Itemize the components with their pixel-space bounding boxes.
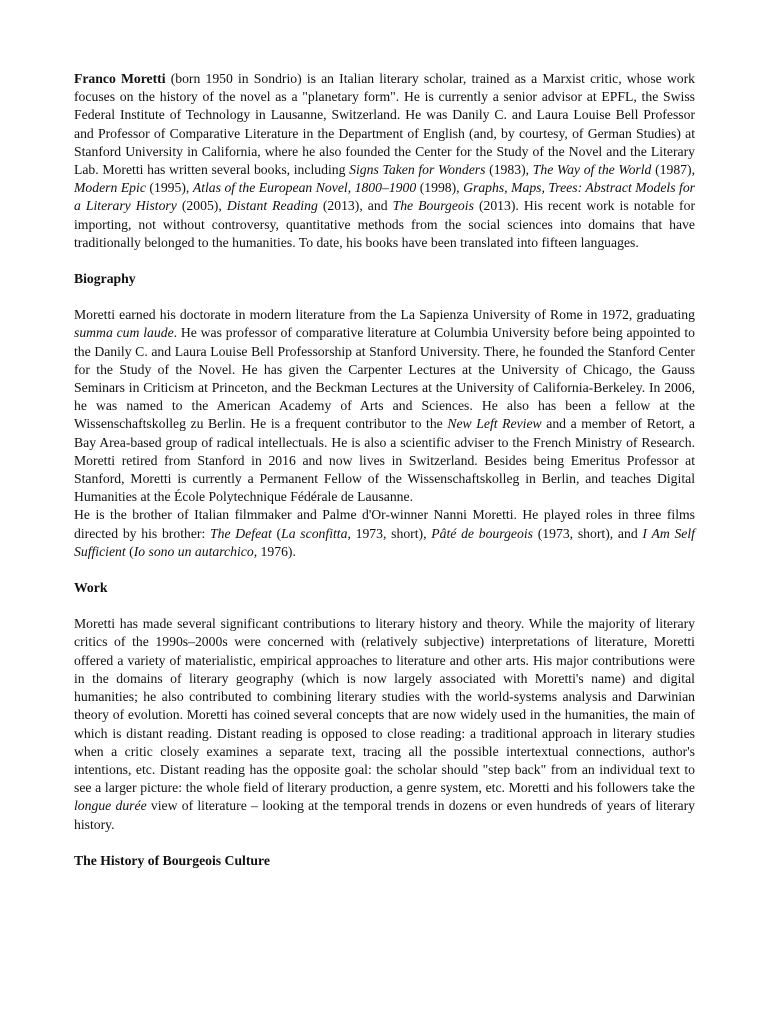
- book-title: Atlas of the European Novel, 1800–1900: [192, 180, 417, 196]
- film-title: The Defeat: [210, 525, 272, 541]
- film-title: Io sono un autarchico: [133, 543, 254, 559]
- book-title: Signs Taken for Wonders: [349, 162, 486, 178]
- term-text: longue durée: [74, 798, 147, 814]
- book-title: Graphs, Maps, Trees: Abstract Models for a Literary History: [74, 180, 696, 214]
- book-title: The Way of the World: [532, 162, 652, 178]
- book-title: The Bourgeois: [392, 198, 474, 214]
- subject-name: Franco Moretti: [74, 71, 166, 86]
- journal-title: New Left Review: [447, 416, 542, 432]
- biography-paragraph: Moretti earned his doctorate in modern literature from the La Sapienza University of Rome in 1972, graduating summa cum laude. He was professor of comparative literature at Columbia University before being appointed to the Danily C. and Laura Louise Bell Professorship at Stanford University. There, he founded the Stanford Center for the Study of the Novel. He has given the Carpenter Lectures at the University of Chicago, the Gauss Seminars in Criticism at Princeton, and the Beckman Lectures at the University of California-Berkeley. In 2006, he was named to the American Academy of Arts and Sciences. He also has been a fellow at the Wissenschaftskolleg zu Berlin. He is a frequent contributor to the New Left Review and a member of Retort, a Bay Area-based group of radical intellectuals. He is also a scientific adviser to the French Ministry of Research. Moretti retired from Stanford in 2016 and now lives in Switzerland. Besides being Emeritus Professor at Stanford, Moretti is currently a Permanent Fellow of the Wissenschaftskolleg in Berlin, and teaches Digital Humanities at the École Polytechnique Fédérale de Lausanne.: [74, 307, 695, 505]
- film-title: La sconfitta: [281, 525, 348, 541]
- section-heading-bourgeois-culture: The History of Bourgeois Culture: [74, 852, 270, 868]
- work-paragraph: Moretti has made several significant contributions to literary history and theory. While the majority of literary critics of the 1990s–2000s were concerned with (relatively subjective) interpretations of literature, Moretti offered a variety of materialistic, empirical approaches to literature and other arts. His major contributions were in the domains of literary geography (which is now largely associated with Moretti's name) and digital humanities; he also contributed to combining literary studies with the world-systems analysis and Darwinian theory of evolution. Moretti has coined several concepts that are now widely used in the humanities, the main of which is distant reading. Distant reading is opposed to close reading: a traditional approach in literary studies when a critic closely examines a separate text, tracing all the possible intertextual connections, author's intentions, etc. Distant reading has the opposite goal: the scholar should "step back" from an individual text to see a larger picture: the whole field of literary production, a genre system, etc. Moretti and his followers take the longue durée view of literature – looking at the temporal trends in dozens or even hundreds of years of literary history.: [74, 616, 695, 832]
- biography-paragraph-films: He is the brother of Italian filmmaker and Palme d'Or-winner Nanni Moretti. He played roles in three films directed by his brother: The Defeat (La sconfitta, 1973, short), Pâté de bourgeois (1973, short), and I Am Self Sufficient (Io sono un autarchico, 1976).: [74, 507, 695, 559]
- section-heading-work: Work: [74, 580, 108, 596]
- section-heading-biography: Biography: [74, 271, 136, 287]
- book-title: Distant Reading: [226, 198, 318, 214]
- intro-paragraph: Franco Moretti (born 1950 in Sondrio) is an Italian literary scholar, trained as a Marxist critic, whose work focuses on the history of the novel as a "planetary form". He is currently a senior advisor at EPFL, the Swiss Federal Institute of Technology in Lausanne, Switzerland. He was Danily C. and Laura Louise Bell Professor and Professor of Comparative Literature in the Department of English (and, by courtesy, of German Studies) at Stanford University in California, where he also founded the Center for the Study of the Novel and the Literary Lab. Moretti has written several books, including Signs Taken for Wonders (1983), The Way of the World (1987), Modern Epic (1995), Atlas of the European Novel, 1800–1900 (1998), Graphs, Maps, Trees: Abstract Models for a Literary History (2005), Distant Reading (2013), and The Bourgeois (2013). His recent work is notable for importing, not without controversy, quantitative methods from the social sciences into domains that have traditionally belonged to the humanities. To date, his books have been translated into fifteen languages.: [74, 71, 696, 250]
- honor-text: summa cum laude: [74, 325, 174, 341]
- document-page: [74, 70, 695, 870]
- film-title: I Am Self Sufficient: [74, 525, 695, 559]
- film-title: Pâté de bourgeois: [431, 525, 533, 541]
- book-title: Modern Epic: [74, 180, 146, 196]
